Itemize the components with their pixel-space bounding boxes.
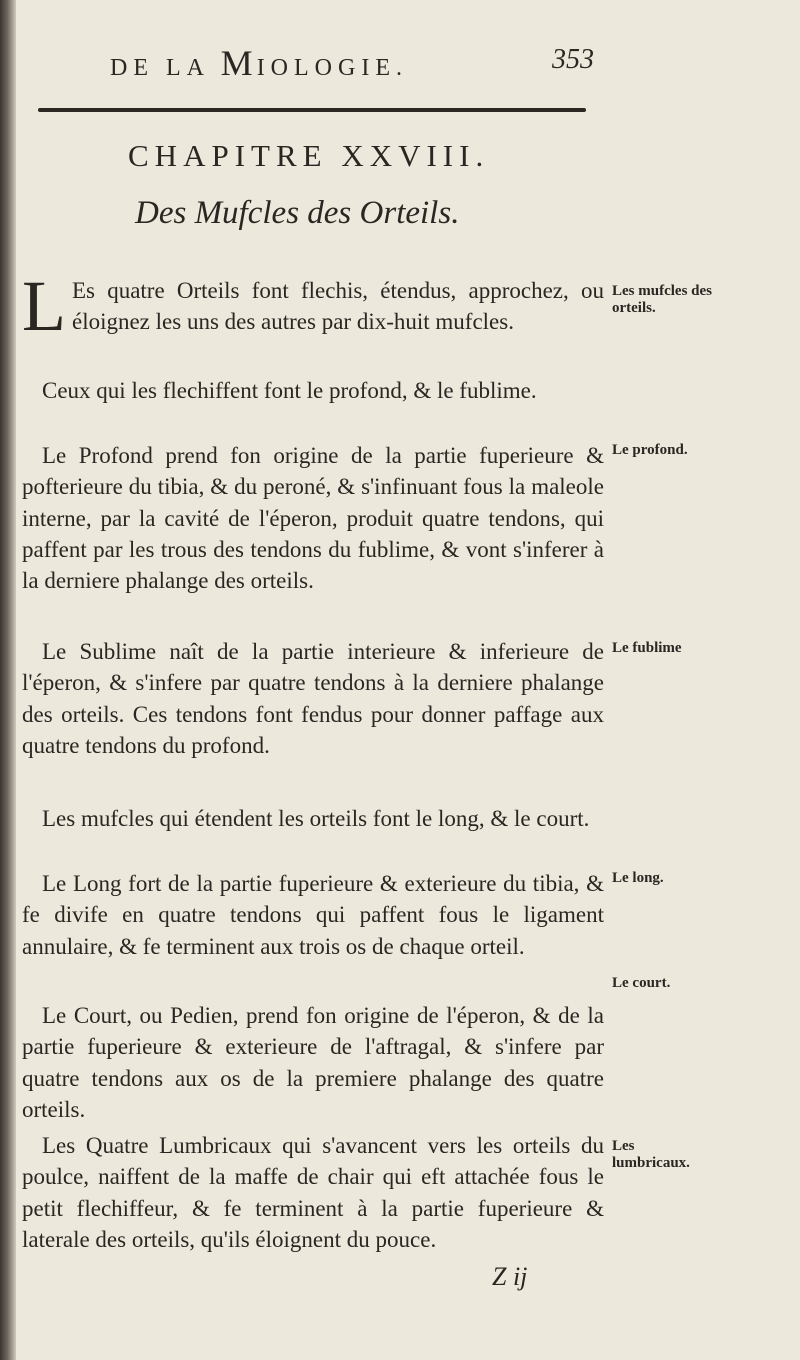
running-head-initial: M xyxy=(220,43,257,83)
signature-mark: Z ij xyxy=(492,1262,528,1291)
page-gutter xyxy=(0,0,16,1360)
chapter-subtitle: Des Mufcles des Orteils. xyxy=(135,195,460,231)
margin-note-court: Le court. xyxy=(612,975,671,991)
paragraph-lumbricaux: Les Quatre Lumbricaux qui s'avancent vers les orteils du poulce, naiffent de la maffe de chair qui eft attachée fous le petit flechiffeur, & fe terminent à la partie fuperieure & laterale des orteils, qu'ils éloignent du pouce. xyxy=(22,1133,604,1252)
margin-note-muscles: Les mufcles des orteils. xyxy=(612,283,712,316)
paragraph-profond: Le Profond prend fon origine de la partie fuperieure & pofterieure du tibia, & du peroné, & s'infinuant fous la maleole interne, par la cavité de l'éperon, produit quatre tendons, qui paffent par les trous des tendons du fublime, & vont s'inferer à la derniere phalange des orteils. xyxy=(22,443,604,594)
running-head xyxy=(110,42,610,84)
margin-note-profond: Le profond. xyxy=(612,442,688,458)
margin-note-sublime: Le fublime xyxy=(612,640,682,656)
margin-note-long: Le long. xyxy=(612,870,664,886)
running-head-prefix: DE LA xyxy=(110,55,221,81)
paragraph-text: Es quatre Orteils font flechis, étendus, approchez, ou éloignez les uns des autres par dix-huit mufcles. xyxy=(71,278,604,335)
paragraph-intro xyxy=(22,266,604,346)
paragraph-flexors: Ceux qui les flechiffent font le profond, & le fublime. xyxy=(42,378,537,403)
drop-cap: L xyxy=(22,266,66,346)
paragraph-long: Le Long fort de la partie fuperieure & exterieure du tibia, & fe divife en quatre tendons qui paffent fous le ligament annulaire, & fe terminent aux trois os de chaque orteil. xyxy=(22,871,604,959)
paragraph-court: Le Court, ou Pedien, prend fon origine de l'éperon, & de la partie fuperieure & exterieure de l'aftragal, & s'infere par quatre tendons aux os de la premiere phalange des quatre orteils. xyxy=(22,1003,604,1122)
margin-note-lumbricaux: Les lumbricaux. xyxy=(612,1138,690,1171)
chapter-heading: CHAPITRE XXVIII. xyxy=(128,138,490,173)
paragraph-extensors: Les mufcles qui étendent les orteils font le long, & le court. xyxy=(42,806,590,831)
paragraph-sublime: Le Sublime naît de la partie interieure & inferieure de l'éperon, & s'infere par quatre tendons à la derniere phalange des orteils. Ces tendons font fendus pour donner paffage aux quatre tendons du profond. xyxy=(22,639,604,758)
header-rule xyxy=(38,108,586,112)
running-head-rest: IOLOGIE. xyxy=(256,55,408,81)
page-number: 353 xyxy=(552,44,594,75)
